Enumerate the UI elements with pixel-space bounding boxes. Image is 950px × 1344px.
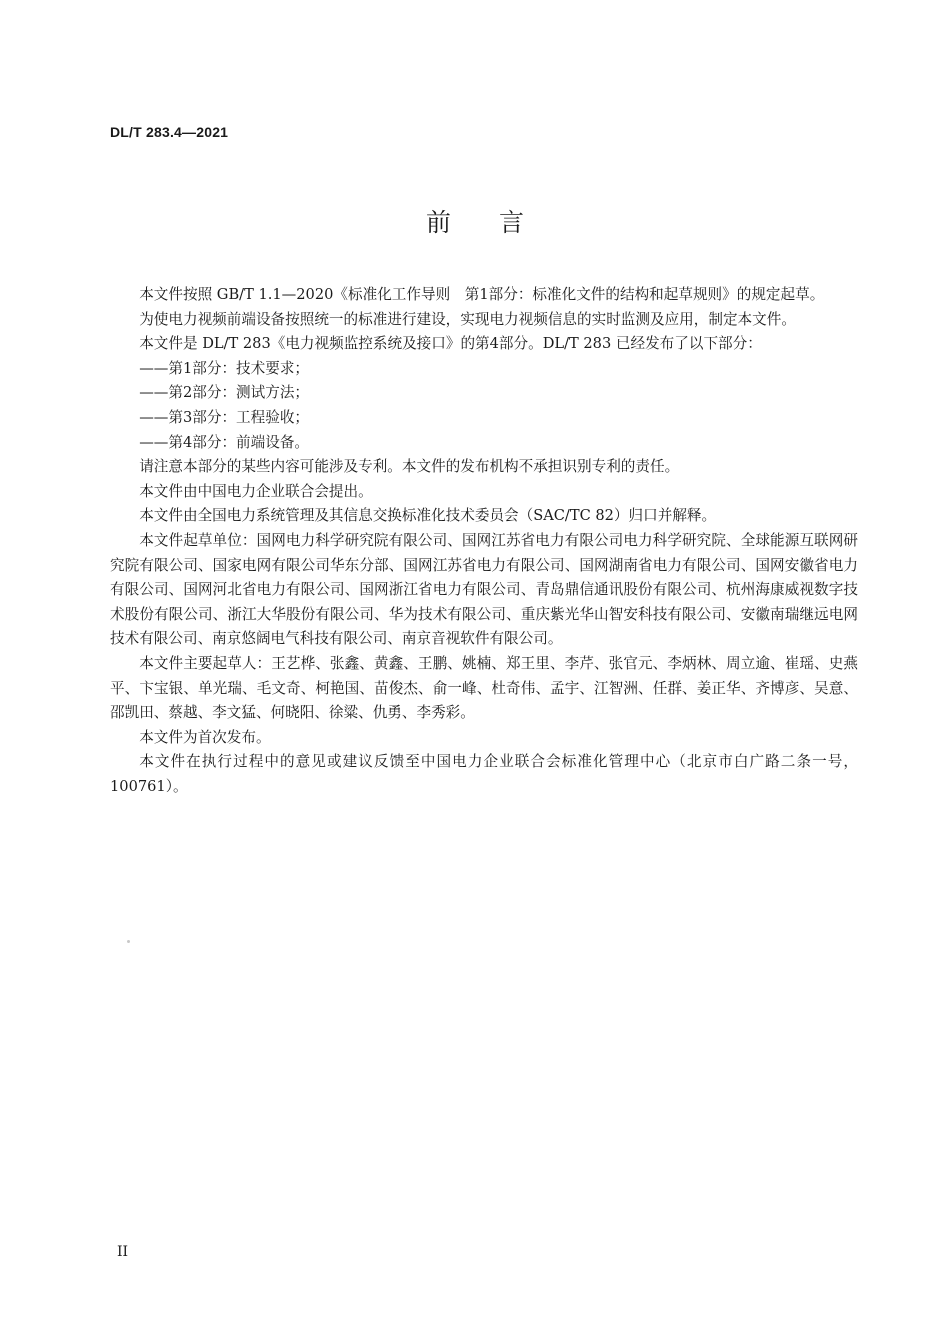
list-item-part-1: ——第1部分：技术要求； <box>139 359 310 377</box>
paragraph-parts-intro: 本文件是 DL/T 283《电力视频监控系统及接口》的第4部分。DL/T 283 已经发布了以下部分： <box>139 335 762 353</box>
paragraph-committee: 本文件由全国电力系统管理及其信息交换标准化技术委员会（SAC/TC 82）归口并解释。 <box>139 507 717 525</box>
page-title: 前言 <box>425 208 572 237</box>
paragraph-first-release: 本文件为首次发布。 <box>139 728 271 746</box>
list-item-part-2: ——第2部分：测试方法； <box>139 384 310 402</box>
paragraph-patent-notice: 请注意本部分的某些内容可能涉及专利。本文件的发布机构不承担识别专利的责任。 <box>139 458 680 476</box>
page-number: II <box>117 1244 129 1260</box>
paragraph-drafting-basis: 本文件按照 GB/T 1.1—2020《标准化工作导则 第1部分：标准化文件的结构和起草规则》的规定起草。 <box>139 286 825 303</box>
standard-code: DL/T 283.4—2021 <box>110 124 229 140</box>
list-item-part-3: ——第3部分：工程验收； <box>139 408 310 426</box>
scan-speck <box>127 940 130 943</box>
paragraph-drafters: 本文件主要起草人：王艺桦、张鑫、黄鑫、王鹏、姚楠、郑王里、李芹、张官元、李炳林、周立逾、崔瑶、史燕平、卞宝银、单光瑞、毛文奇、柯艳国、苗俊杰、俞一峰、杜奇伟、孟宇、江智洲、任群、姜正华、齐博彦、吴意、邵凯田、蔡越、李文猛、何晓阳、徐粱、仇勇、李秀彩。 <box>110 654 858 722</box>
list-item-part-4: ——第4部分：前端设备。 <box>139 433 310 451</box>
paragraph-purpose: 为使电力视频前端设备按照统一的标准进行建设，实现电力视频信息的实时监测及应用，制定本文件。 <box>139 310 796 328</box>
paragraph-feedback: 本文件在执行过程中的意见或建议反馈至中国电力企业联合会标准化管理中心（北京市白广路二条一号，100761）。 <box>110 753 858 795</box>
foreword-body <box>110 283 858 799</box>
paragraph-drafting-units: 本文件起草单位：国网电力科学研究院有限公司、国网江苏省电力有限公司电力科学研究院、全球能源互联网研究院有限公司、国家电网有限公司华东分部、国网江苏省电力有限公司、国网湖南省电力有限公司、国网安徽省电力有限公司、国网河北省电力有限公司、国网浙江省电力有限公司、青岛鼎信通讯股份有限公司、杭州海康威视数字技术股份有限公司、浙江大华股份有限公司、华为技术有限公司、重庆紫光华山智安科技有限公司、安徽南瑞继远电网技术有限公司、南京悠阔电气科技有限公司、南京音视软件有限公司。 <box>110 531 858 648</box>
paragraph-proposer: 本文件由中国电力企业联合会提出。 <box>139 482 373 500</box>
